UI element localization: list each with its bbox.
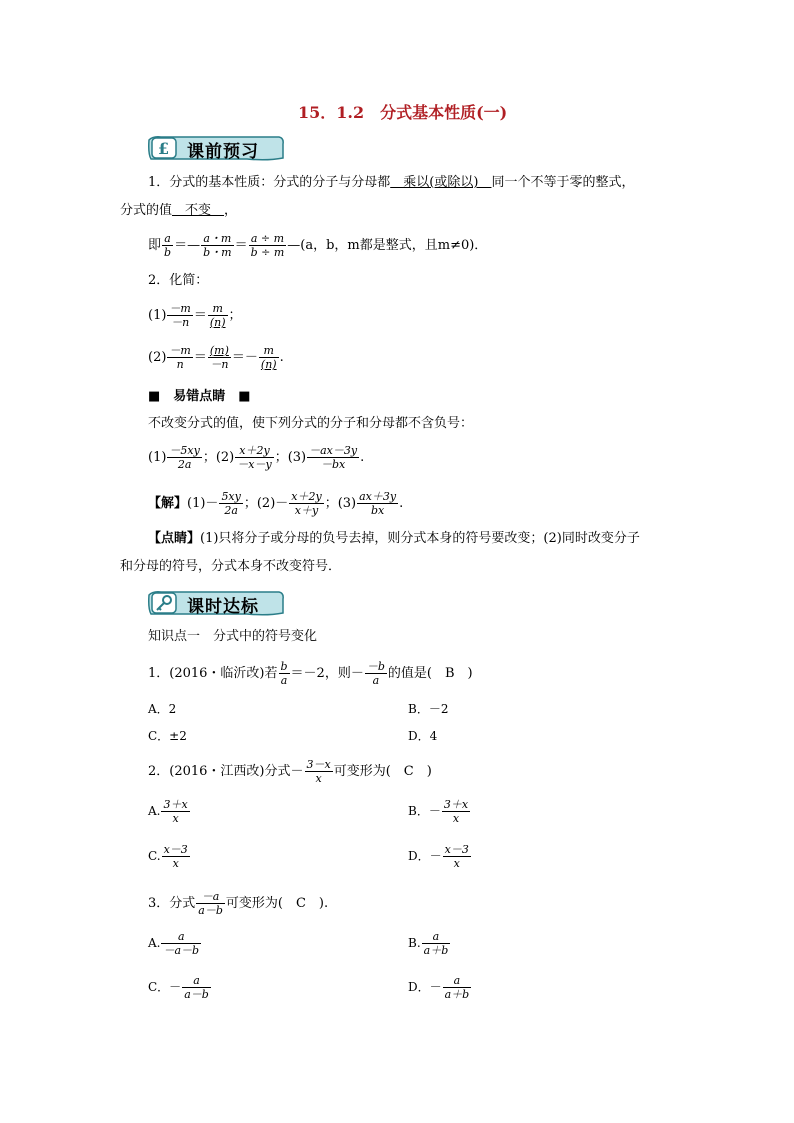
tip-header: ■ 易错点睛 ■ — [148, 389, 251, 404]
q2-option-c: C. $\frac{x-3}{x}$ — [148, 843, 188, 870]
q3-option-d: D．－ $\frac{a}{a+b}$ — [408, 974, 470, 1001]
simplify-heading: 2．化简： — [148, 273, 209, 288]
tip-question: 不改变分式的值，使下列分式的分子和分母都不含负号： — [148, 416, 474, 431]
question-1: 1．(2016・临沂改)若 $\frac{b}{a}$ ＝－2，则－ $\frac{-b}{a}$ 的值是( B ) — [148, 660, 473, 687]
question-3: 3．分式 $\frac{-a}{a-b}$ 可变形为( C ). — [148, 890, 329, 917]
property-text: 1．分式的基本性质：分式的分子与分母都＿乘以(或除以)＿同一个不等于零的整式， — [148, 175, 635, 190]
knowledge-point: 知识点一 分式中的符号变化 — [148, 629, 318, 644]
svg-text:£: £ — [158, 139, 170, 158]
note-line-1: 【点睛】(1)只将分子或分母的负号去掉，则分式本身的符号要改变；(2)同时改变分子 — [148, 531, 640, 546]
banner-label: 课时达标 — [187, 597, 259, 617]
question-2: 2．(2016・江西改)分式－ $\frac{3-x}{x}$ 可变形为( C ) — [148, 758, 432, 785]
q1-option-b: B．－2 — [408, 702, 449, 716]
property-text-2: 分式的值＿不变＿， — [120, 203, 238, 218]
simplify-2: (2) $\frac{-m}{n}$ ＝ $\frac{(m)}{-n}$ ＝－ $\frac{m}{(n)}$ . — [148, 344, 284, 371]
q3-option-b: B. $\frac{a}{a+b}$ — [408, 930, 449, 957]
property-formula: 即 $\frac{a}{b}$ ＝— $\frac{a・m}{b・m}$ ＝ $\frac{a \div m}{b \div m}$ —(a，b，m都是整式，且m≠0)． — [148, 232, 488, 259]
q1-option-d: D．4 — [408, 729, 438, 743]
q3-option-a: A. $\frac{a}{-a-b}$ — [148, 930, 200, 957]
banner-label: 课前预习 — [187, 142, 259, 162]
tip-items: (1) $\frac{-5xy}{2a}$ ；(2) $\frac{x+2y}{-x-y}$ ；(3) $\frac{-ax-3y}{-bx}$ . — [148, 444, 365, 471]
solution: 【解】(1)－ $\frac{5xy}{2a}$ ；(2)－ $\frac{x+2y}{x+y}$ ；(3) $\frac{ax+3y}{bx}$ . — [148, 490, 404, 517]
simplify-1: (1) $\frac{-m}{-n}$ ＝ $\frac{m}{(n)}$ ； — [148, 302, 242, 329]
q2-option-b: B．－ $\frac{3+x}{x}$ — [408, 798, 469, 825]
q1-option-a: A．2 — [148, 702, 177, 716]
q2-option-d: D．－ $\frac{x-3}{x}$ — [408, 843, 469, 870]
section-banner-preview — [147, 132, 297, 164]
q1-option-c: C．±2 — [148, 729, 187, 743]
note-line-2: 和分母的符号，分式本身不改变符号． — [120, 559, 342, 574]
page-title: 15．1.2 分式基本性质(一) — [298, 103, 508, 122]
section-banner-practice — [147, 587, 297, 619]
q2-option-a: A. $\frac{3+x}{x}$ — [148, 798, 188, 825]
q3-option-c: C．－ $\frac{a}{a-b}$ — [148, 974, 209, 1001]
